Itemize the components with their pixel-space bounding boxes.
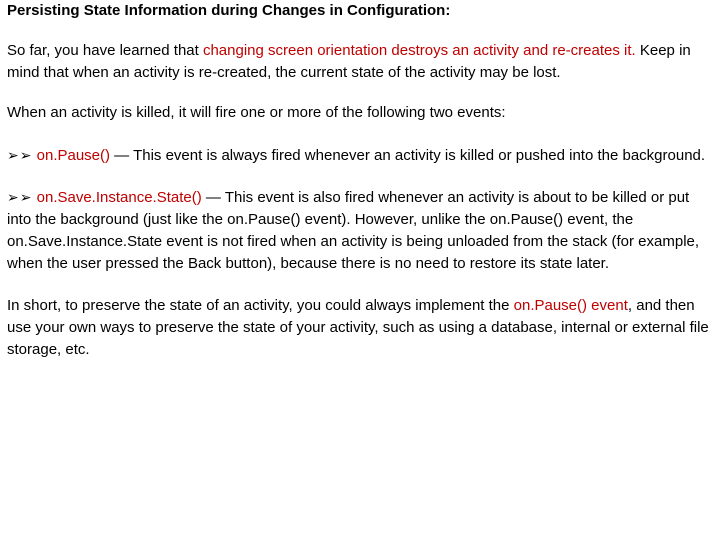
spacer	[7, 22, 713, 40]
summary-rest: , and then use your own ways to preserve the state of your activity, such as using a database, internal or external file storage, etc.	[7, 297, 709, 358]
bullet-event-name: on.Save.Instance.State()	[36, 189, 202, 206]
intro-paragraph	[7, 40, 713, 84]
spacer	[7, 275, 713, 295]
bullet-item-on-save-instance-state	[7, 187, 713, 275]
bullet-event-description: — This event is also fired whenever an activity is about to be killed or put into the background (just like the on.Pause() event). However, unlike the on.Pause() event, the on.Save.Instance.State event is not fired when an activity is being unloaded from the stack (for example, when the user pressed the Back button), because there is no need to restore its state later.	[7, 189, 700, 272]
bullet-event-name: on.Pause()	[36, 147, 111, 164]
summary-lead: In short, to preserve the state of an activity, you could always implement the	[7, 297, 514, 314]
section-heading: Persisting State Information during Changes in Configuration:	[7, 2, 451, 19]
summary-highlight: on.Pause() event	[513, 297, 628, 314]
intro-highlight: changing screen orientation destroys an activity and re-creates it.	[202, 42, 636, 59]
spacer	[7, 84, 713, 102]
bullet-item-on-pause	[7, 145, 713, 167]
spacer	[7, 167, 713, 187]
intro-lead: So far, you have learned that	[7, 42, 203, 59]
spacer	[7, 124, 713, 145]
document-page	[7, 0, 713, 361]
arrow-bullet-icon: ➢➢	[7, 190, 33, 206]
intro-rest: Keep in mind that when an activity is re-created, the current state of the activity may be lost.	[7, 42, 691, 81]
arrow-bullet-icon: ➢➢	[7, 148, 33, 164]
summary-paragraph	[7, 295, 713, 361]
events-intro-paragraph: When an activity is killed, it will fire one or more of the following two events:	[7, 104, 506, 121]
bullet-event-description: — This event is always fired whenever an activity is killed or pushed into the background.	[110, 147, 706, 164]
